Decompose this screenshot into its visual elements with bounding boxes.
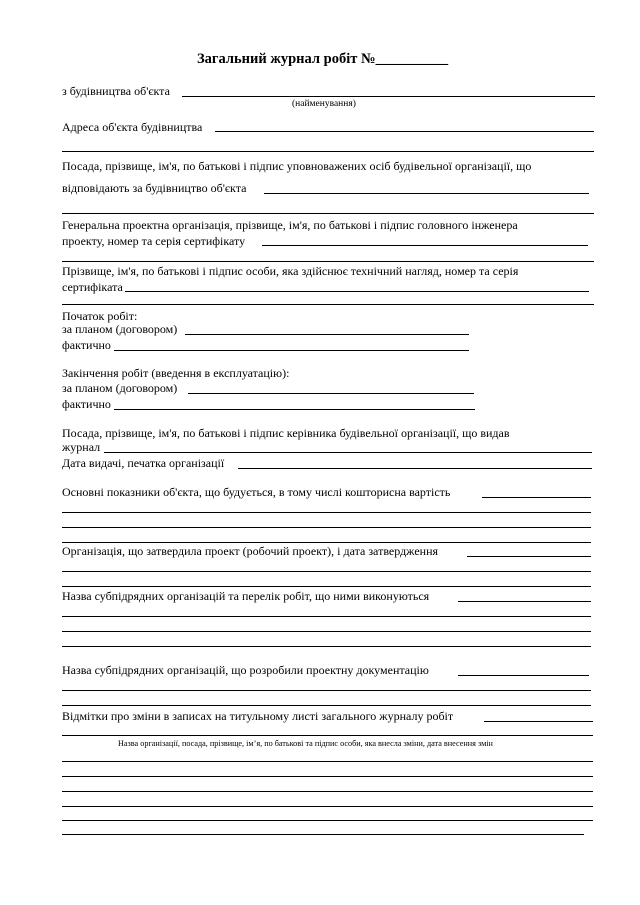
changes-field-line-8 xyxy=(62,834,584,835)
object-label: з будівництва об'єкта xyxy=(62,84,170,98)
changes-field-line-3 xyxy=(62,761,593,762)
title-text: Загальний журнал робіт № xyxy=(197,51,376,67)
changes-field-line-2 xyxy=(62,735,593,736)
object-field-line xyxy=(182,96,595,97)
issue-date-label: Дата видачі, печатка організації xyxy=(62,456,225,470)
subcontractors-field-line-2 xyxy=(62,616,591,617)
address-field-line-1 xyxy=(215,131,594,132)
sub-designers-field-line-3 xyxy=(62,705,591,706)
indicators-field-line-3 xyxy=(62,527,591,528)
tech-supervision-line-2: сертифіката xyxy=(62,280,123,294)
changes-field-line-4 xyxy=(62,776,593,777)
address-label: Адреса об'єкта будівництва xyxy=(62,120,203,134)
sub-designers-field-line-1 xyxy=(458,675,589,676)
tech-supervision-line-1: Прізвище, ім'я, по батькові і підпис особи, яка здійснює технічний нагляд, номер та серія xyxy=(62,264,519,278)
changes-field-line-5 xyxy=(62,791,593,792)
changes-hint: Назва організації, посада, прізвище, ім’я, по батькові та підпис особи, яка внесла зміни, дата внесення змін xyxy=(118,739,493,748)
indicators-field-line-2 xyxy=(62,512,591,513)
document-title xyxy=(197,51,448,67)
approval-field-line-3 xyxy=(62,586,591,587)
approval-field-line-1 xyxy=(467,556,591,557)
start-plan-label: за планом (договором) xyxy=(62,322,178,336)
general-designer-line-2: проекту, номер та серія сертифікату xyxy=(62,234,246,248)
subcontractors-field-line-4 xyxy=(62,646,591,647)
indicators-label: Основні показники об'єкта, що будується, в тому числі кошторисна вартість xyxy=(62,485,451,499)
start-heading: Початок робіт: xyxy=(62,309,138,323)
issuer-field-line xyxy=(104,452,592,453)
approval-label: Організація, що затвердила проект (робочий проект), і дата затвердження xyxy=(62,544,439,558)
object-hint: (найменування) xyxy=(292,99,356,109)
changes-field-line-6 xyxy=(62,806,593,807)
changes-field-line-7 xyxy=(62,820,593,821)
title-number-blank: __________ xyxy=(375,51,449,67)
finish-heading: Закінчення робіт (введення в експлуатацію): xyxy=(62,366,290,380)
tech-supervision-field-line-1 xyxy=(125,291,589,292)
subcontractors-label: Назва субпідрядних організацій та перелік робіт, що ними виконуються xyxy=(62,589,430,603)
general-designer-line-1: Генеральна проектна організація, прізвище, ім'я, по батькові і підпис головного інженера xyxy=(62,218,518,232)
finish-plan-label: за планом (договором) xyxy=(62,381,178,395)
responsible-line-1: Посада, прізвище, ім'я, по батькові і підпис уповноважених осіб будівельної організації, що xyxy=(62,159,532,173)
general-designer-field-line-2 xyxy=(62,261,594,262)
changes-label: Відмітки про зміни в записах на титульному листі загального журналу робіт xyxy=(62,709,454,723)
start-plan-field-line xyxy=(185,334,469,335)
start-actual-field-line xyxy=(114,350,469,351)
issue-date-field-line xyxy=(238,468,592,469)
issuer-line-2: журнал xyxy=(62,440,101,454)
subcontractors-field-line-1 xyxy=(458,601,591,602)
tech-supervision-field-line-2 xyxy=(62,304,594,305)
indicators-field-line-4 xyxy=(62,542,591,543)
responsible-field-line-1 xyxy=(264,193,589,194)
responsible-field-line-2 xyxy=(62,213,594,214)
indicators-field-line-1 xyxy=(482,497,591,498)
general-designer-field-line-1 xyxy=(262,245,588,246)
finish-actual-label: фактично xyxy=(62,397,111,411)
address-field-line-2 xyxy=(62,151,594,152)
finish-actual-field-line xyxy=(114,409,475,410)
approval-field-line-2 xyxy=(62,571,591,572)
subcontractors-field-line-3 xyxy=(62,631,591,632)
start-actual-label: фактично xyxy=(62,338,111,352)
changes-field-line-1 xyxy=(484,721,593,722)
sub-designers-label: Назва субпідрядних організацій, що розробили проектну документацію xyxy=(62,663,429,677)
issuer-line-1: Посада, прізвище, ім'я, по батькові і підпис керівника будівельної організації, що видав xyxy=(62,426,510,440)
sub-designers-field-line-2 xyxy=(62,690,591,691)
finish-plan-field-line xyxy=(188,393,474,394)
responsible-line-2: відповідають за будівництво об'єкта xyxy=(62,181,247,195)
